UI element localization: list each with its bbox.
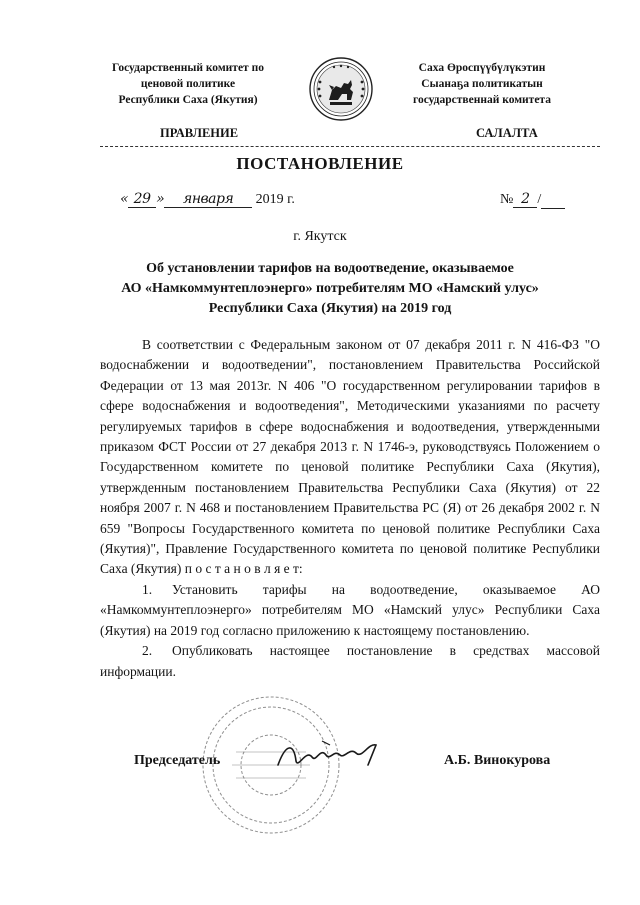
- number-separator: /: [537, 192, 542, 207]
- handwritten-signature-icon: [272, 735, 392, 775]
- subject-line: АО «Намкоммунтеплоэнерго» потребителям МО «Намский улус»: [121, 281, 539, 296]
- document-date: [120, 191, 295, 208]
- resolves-text: п о с т а н о в л я е т:: [184, 561, 303, 577]
- header-left-org: [88, 60, 288, 108]
- header-divider: [100, 146, 600, 147]
- header-right-line: государственнай комитета: [413, 94, 551, 106]
- preamble-paragraph: [100, 335, 600, 580]
- document-body: [100, 335, 600, 682]
- header-right-line: Саха Өроспүүбүлүкэтин: [418, 62, 546, 74]
- header-left-line: ценовой политике: [140, 78, 236, 90]
- document-city: г. Якутск: [293, 229, 347, 244]
- sakha-emblem-icon: [308, 56, 374, 122]
- document-type-title: ПОСТАНОВЛЕНИЕ: [236, 154, 404, 173]
- number-value: 2: [513, 191, 537, 208]
- signatory-name: А.Б. Винокурова: [444, 753, 551, 768]
- list-item-number: 2.: [142, 643, 153, 659]
- date-open-quote: «: [120, 191, 129, 207]
- subject-line: Республики Саха (Якутия) на 2019 год: [208, 301, 452, 316]
- list-item: [100, 641, 600, 682]
- document-number: [500, 191, 565, 209]
- date-month: января: [164, 191, 252, 208]
- number-prefix: №: [500, 192, 514, 207]
- list-item: [100, 580, 600, 641]
- signatory-role: Председатель: [134, 753, 221, 768]
- subject-line: Об установлении тарифов на водоотведение, оказываемое: [146, 261, 514, 276]
- header-left-line: Республики Саха (Якутия): [118, 94, 258, 106]
- department-right: САЛАЛТА: [476, 126, 538, 140]
- date-day: 29: [128, 191, 156, 208]
- header-right-org: [382, 60, 582, 108]
- document-subject: [60, 259, 600, 319]
- list-item-text: Установить тарифы на водоотведение, оказываемое АО «Намкоммунтеплоэнерго» потребителям МО «Намский улус» Республики Саха (Якутия) на 2019 год согласно приложению к настоящему постановлению.: [100, 581, 600, 638]
- preamble-text: В соответствии с Федеральным законом от 07 декабря 2011 г. N 416-ФЗ "О водоснабжении и водоотведении", постановлением Правительства Российской Федерации от 13 мая 2013г. N 406 "О государственном регулировании тарифов в сфере водоснабжения и водоотведения", Методическими указаниями по расчету регулируемых тарифов в сфере водоснабжения и водоотведения, утвержденными приказом ФСТ России от 27 декабря 2013 г. N 1746-э, руководствуясь Положением о Государственном комитете по ценовой политике Республики Саха (Якутия), утвержденным постановлением Правительства Республики Саха (Якутия) от 22 ноября 2007 г. N 468 и постановлением Правительства РС (Я) от 26 декабря 2002 г. N 659 "Вопросы Государственного комитета по ценовой политике Республики Саха (Якутия)", Правление Государственного комитета по ценовой политике Республики Саха (Якутия): [100, 337, 600, 577]
- number-suffix-blank: [541, 192, 565, 209]
- date-close-quote: »: [156, 191, 165, 207]
- department-left: ПРАВЛЕНИЕ: [160, 126, 239, 140]
- date-year: 2019 г.: [255, 192, 295, 207]
- header-right-line: Сыанаҕа политикатын: [421, 78, 543, 90]
- list-item-text: Опубликовать настоящее постановление в средствах массовой информации.: [100, 643, 600, 679]
- header-left-line: Государственный комитет по: [112, 62, 264, 74]
- list-item-number: 1.: [142, 581, 153, 597]
